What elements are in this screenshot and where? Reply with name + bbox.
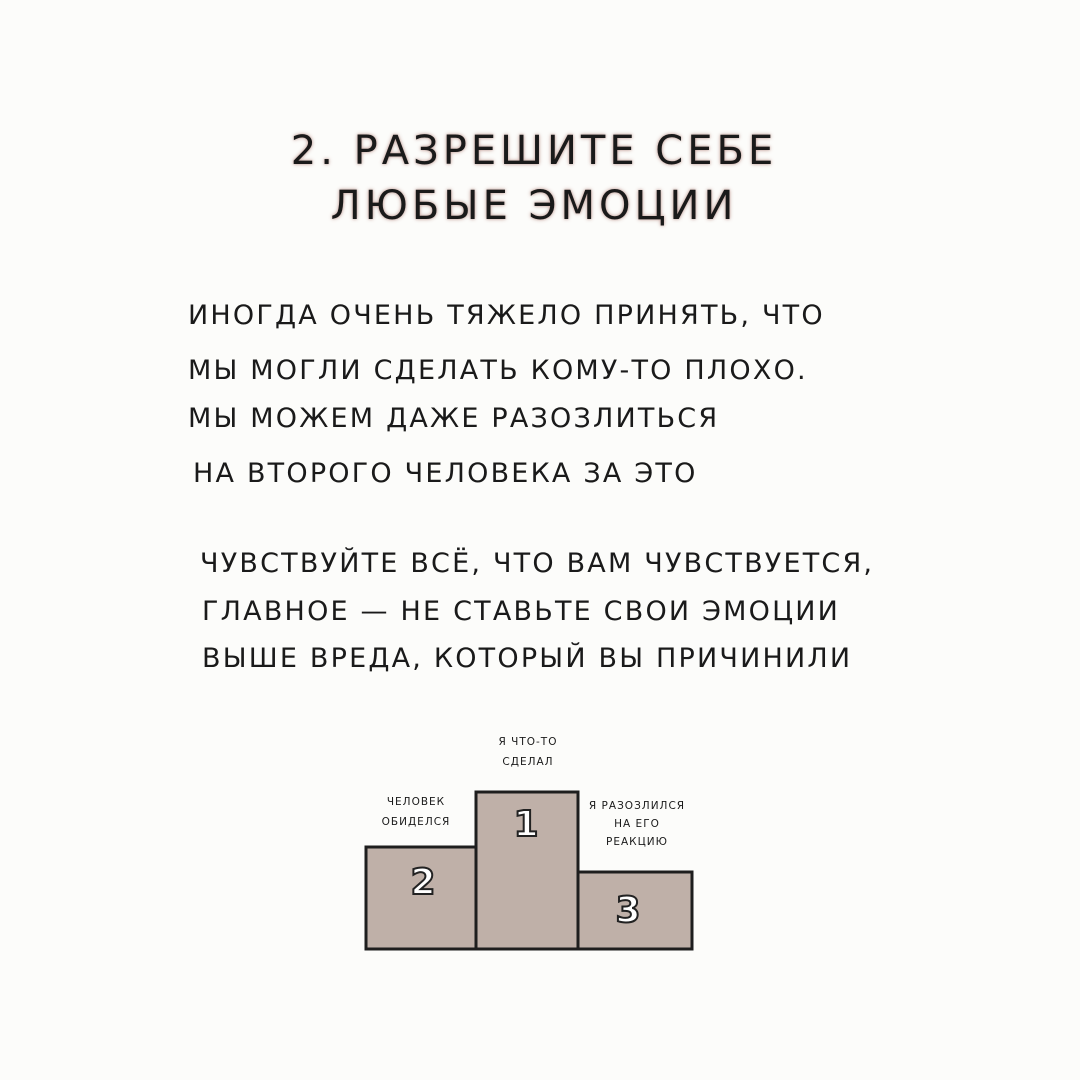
paragraph1-line-4: НА ВТОРОГО ЧЕЛОВЕКА ЗА ЭТО	[193, 458, 698, 489]
podium-second-label-line-1: ЧЕЛОВЕК	[386, 796, 446, 808]
podium-second-label-line-2: ОБИДЕЛСЯ	[381, 816, 451, 828]
podium-second-number: 2	[410, 862, 436, 903]
podium-first-label-line-1: Я ЧТО-ТО	[498, 736, 558, 748]
paragraph2-line-1: ЧУВСТВУЙТЕ ВСЁ, ЧТО ВАМ ЧУВСТВУЕТСЯ,	[200, 548, 875, 579]
paragraph1-line-2: МЫ МОГЛИ СДЕЛАТЬ КОМУ-ТО ПЛОХО.	[188, 355, 808, 386]
podium-first-label	[483, 732, 573, 772]
paragraph1-line-1: ИНОГДА ОЧЕНЬ ТЯЖЕЛО ПРИНЯТЬ, ЧТО	[188, 300, 825, 331]
podium-second-label	[366, 792, 466, 832]
paragraph1-line-3: МЫ МОЖЕМ ДАЖЕ РАЗОЗЛИТЬСЯ	[188, 403, 720, 434]
heading-line-2: ЛЮБЫЕ ЭМОЦИИ	[330, 183, 738, 229]
podium-third-label-line-1: Я РАЗОЗЛИЛСЯ	[588, 800, 686, 812]
heading-line-1: 2. РАЗРЕШИТЕ СЕБЕ	[290, 128, 778, 174]
podium-first-number: 1	[513, 804, 539, 845]
podium-third-label	[582, 797, 692, 851]
podium-third-label-line-3: РЕАКЦИЮ	[606, 836, 668, 848]
podium-first-label-line-2: СДЕЛАЛ	[502, 756, 554, 768]
podium-third-label-line-2: НА ЕГО	[614, 818, 660, 830]
podium-third-number: 3	[615, 890, 641, 931]
paragraph2-line-3: ВЫШЕ ВРЕДА, КОТОРЫЙ ВЫ ПРИЧИНИЛИ	[202, 643, 853, 674]
paragraph2-line-2: ГЛАВНОЕ — НЕ СТАВЬТЕ СВОИ ЭМОЦИИ	[202, 596, 841, 627]
